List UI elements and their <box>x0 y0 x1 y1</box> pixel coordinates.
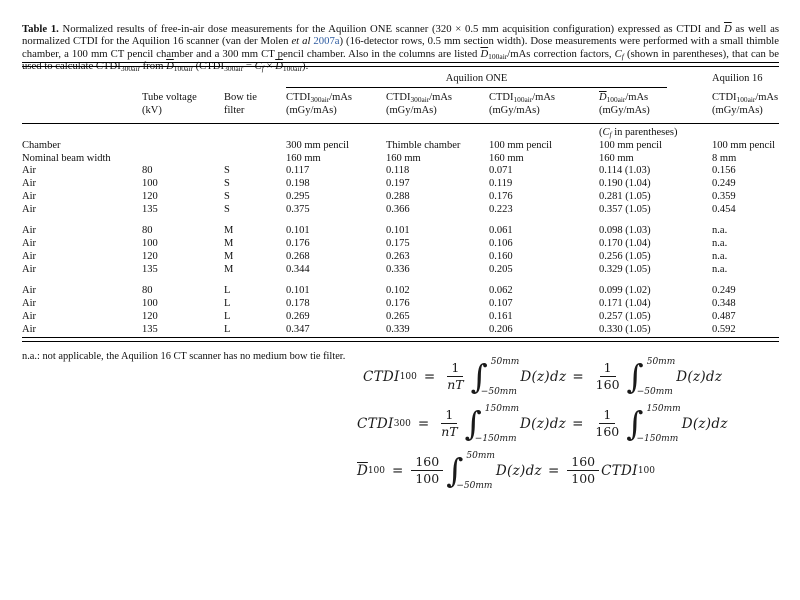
table-row: Air 135 S 0.375 0.366 0.223 0.357 (1.05) 0.454 <box>22 204 736 216</box>
chamber-row: Chamber 300 mm pencil Thimble chamber 100 mm pencil 100 mm pencil 100 mm pencil <box>22 139 776 151</box>
equation-dbar100: $\overline{D}$ 100 = $\frac{160}{100}$ ∫ 50mm −50mm D(z)dz = $\frac{160}{100}$ CTDI 100 <box>357 450 656 491</box>
integral-symbol: ∫ 50mm −50mm <box>626 356 676 397</box>
group-spacer <box>22 277 779 285</box>
table-row: Air 100 S 0.198 0.197 0.119 0.190 (1.04) 0.249 <box>22 178 736 190</box>
equation-ctdi300: CTDI 300 = $\frac{1}{nT}$ ∫ 150mm −150mm D(z)dz = $\frac{1}{160}$ ∫ 150mm −150mm D(z)dz <box>357 403 728 444</box>
table-row: Air 135 M 0.344 0.336 0.205 0.329 (1.05) n.a. <box>22 264 728 276</box>
table-row: Air 80 L 0.101 0.102 0.062 0.099 (1.02) 0.249 <box>22 285 736 297</box>
col-header-ctdi300-pencil: CTDI300air/mAs (mGy/mAs) <box>286 88 386 123</box>
table-row: Air 120 M 0.268 0.263 0.160 0.256 (1.05) n.a. <box>22 251 728 263</box>
equations-block <box>357 354 728 495</box>
col-header-bow-tie-filter: Bow tie filter <box>224 88 286 123</box>
col-header-tube-voltage: Tube voltage (kV) <box>142 88 224 123</box>
citation-link[interactable]: 2007a <box>313 35 340 48</box>
group-spacer <box>22 217 779 225</box>
beam-width-row: Nominal beam width 160 mm 160 mm 160 mm 160 mm 8 mm <box>22 152 737 164</box>
table-caption: Table 1. Normalized results of free-in-air dose measurements for the Aquilion ONE scanner (320 × 0.5 mm acquisition configuration) expressed as CTDI and $\overline{D}$ as well as normalized CTDI for the Aquilion 16 scanner (van der Molen et al 2007a) (16-detector rows, 0.5 mm section width). Dose measurements were performed with a small thimble chamber, a 100 mm CT pencil chamber and a 300 mm CT pencil chamber. Also in the columns are listed $\overline{D}100air$/mAs correction factors, Cf (shown in parentheses), that can be used to calculate CTDI300air from $\overline{D}100air$ (CTDI300air = $Cf \times \overline{D}100air$). <box>22 22 779 73</box>
aquilion-one-group-header: Aquilion ONE <box>286 67 712 89</box>
results-table <box>22 67 779 338</box>
col-header-ctdi100: CTDI100air/mAs (mGy/mAs) <box>489 88 599 123</box>
table-row: Air 100 L 0.178 0.176 0.107 0.171 (1.04) 0.348 <box>22 298 736 310</box>
table-row: Air 80 S 0.117 0.118 0.071 0.114 (1.03) 0.156 <box>22 165 736 177</box>
integral-symbol: ∫ 150mm −150mm <box>464 403 520 444</box>
col-header-ctdi300-thimble: CTDI300air/mAs (mGy/mAs) <box>386 88 489 123</box>
col-header-aq16-ctdi100: CTDI100air/mAs (mGy/mAs) <box>712 88 779 123</box>
table-row: Air 135 L 0.347 0.339 0.206 0.330 (1.05) 0.592 <box>22 324 736 336</box>
scanner-group-header-row <box>22 67 779 89</box>
table-row: Air 100 M 0.176 0.175 0.106 0.170 (1.04) n.a. <box>22 238 728 250</box>
table-row: Air 80 M 0.101 0.101 0.061 0.098 (1.03) n.a. <box>22 225 728 237</box>
cf-note-row <box>22 123 779 140</box>
aquilion-16-group-header: Aquilion 16 <box>712 72 763 84</box>
col-header-rowlabel <box>22 88 142 123</box>
results-table-block <box>22 62 779 342</box>
equation-ctdi100: CTDI 100 = $\frac{1}{nT}$ ∫ 50mm −50mm D(z)dz = $\frac{1}{160}$ ∫ 50mm −50mm D(z)dz <box>363 356 723 397</box>
cf-note: (Cf in parentheses) <box>599 126 678 139</box>
integral-symbol: ∫ 50mm −50mm <box>470 356 520 397</box>
col-header-dbar100: $\overline{D}100air$/mAs (mGy/mAs) <box>599 88 712 123</box>
integral-symbol: ∫ 150mm −150mm <box>626 403 681 444</box>
table-footnote: n.a.: not applicable, the Aquilion 16 CT scanner has no medium bow tie filter. <box>22 351 346 362</box>
table-row: Air 120 S 0.295 0.288 0.176 0.281 (1.05) 0.359 <box>22 191 736 203</box>
table-row: Air 120 L 0.269 0.265 0.161 0.257 (1.05) 0.487 <box>22 311 736 323</box>
column-header-row <box>22 88 779 123</box>
integral-symbol: ∫ 50mm −50mm <box>446 450 495 491</box>
table-bottom-rule <box>22 337 779 342</box>
